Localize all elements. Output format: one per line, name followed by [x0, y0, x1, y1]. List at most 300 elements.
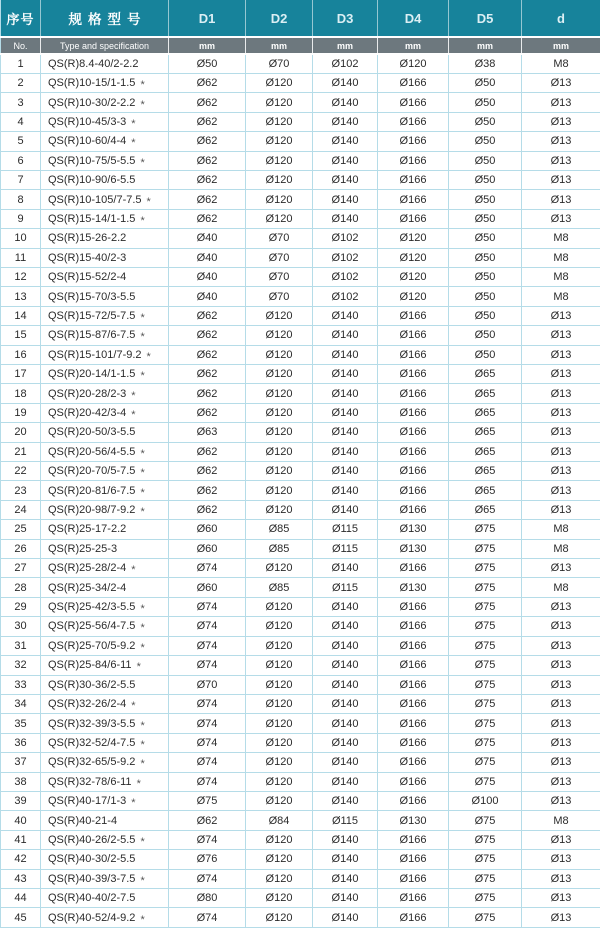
table-row [1, 267, 600, 286]
cell-no: 13 [1, 287, 41, 306]
cell-d3: Ø140 [313, 772, 378, 791]
cell-d3: Ø140 [313, 384, 378, 403]
cell-d2: Ø120 [246, 636, 313, 655]
table-row [1, 908, 600, 927]
table-row [1, 520, 600, 539]
cell-d1: Ø62 [169, 811, 246, 830]
model-text: QS(R)10-105/7-7.5 [48, 193, 142, 206]
table-row [1, 112, 600, 131]
cell-d4: Ø166 [378, 772, 449, 791]
cell-d4: Ø120 [378, 267, 449, 286]
cell-no: 9 [1, 209, 41, 228]
cell-d3: Ø115 [313, 539, 378, 558]
table-row [1, 656, 600, 675]
cell-d5: Ø75 [449, 869, 522, 888]
cell-model: QS(R)40-39/3-7.5 * [41, 869, 169, 888]
table-row [1, 675, 600, 694]
cell-no: 6 [1, 151, 41, 170]
table-row [1, 209, 600, 228]
cell-d1: Ø40 [169, 267, 246, 286]
cell-d5: Ø50 [449, 73, 522, 92]
cell-d4: Ø120 [378, 287, 449, 306]
cell-d1: Ø74 [169, 714, 246, 733]
cell-d5: Ø65 [449, 365, 522, 384]
cell-no: 25 [1, 520, 41, 539]
cell-d1: Ø62 [169, 73, 246, 92]
header-row-main [1, 0, 600, 37]
cell-no: 39 [1, 791, 41, 810]
model-text: QS(R)15-40/2-3 [48, 251, 127, 264]
table-row [1, 132, 600, 151]
cell-d3: Ø102 [313, 54, 378, 73]
cell-d1: Ø75 [169, 791, 246, 810]
cell-d4: Ø166 [378, 365, 449, 384]
cell-d5: Ø75 [449, 597, 522, 616]
cell-d1: Ø74 [169, 617, 246, 636]
table-row [1, 365, 600, 384]
cell-d4: Ø166 [378, 656, 449, 675]
cell-d4: Ø130 [378, 539, 449, 558]
cell-d: Ø13 [522, 733, 600, 752]
cell-d2: Ø85 [246, 520, 313, 539]
model-text: QS(R)40-30/2-5.5 [48, 853, 136, 866]
cell-d3: Ø140 [313, 791, 378, 810]
table-row [1, 345, 600, 364]
column-subheader-d4: mm [378, 37, 449, 54]
cell-d: Ø13 [522, 209, 600, 228]
cell-d3: Ø115 [313, 520, 378, 539]
cell-d4: Ø130 [378, 520, 449, 539]
cell-d1: Ø40 [169, 248, 246, 267]
model-text: QS(R)15-87/6-7.5 [48, 329, 136, 342]
cell-d2: Ø120 [246, 423, 313, 442]
cell-d3: Ø140 [313, 209, 378, 228]
cell-d3: Ø140 [313, 481, 378, 500]
cell-no: 3 [1, 93, 41, 112]
cell-no: 27 [1, 559, 41, 578]
cell-no: 17 [1, 365, 41, 384]
column-subheader-d3: mm [313, 37, 378, 54]
cell-d1: Ø62 [169, 112, 246, 131]
cell-no: 30 [1, 617, 41, 636]
model-text: QS(R)10-15/1-1.5 [48, 77, 136, 90]
table-row [1, 190, 600, 209]
model-text: QS(R)15-70/3-5.5 [48, 290, 136, 303]
cell-d5: Ø75 [449, 520, 522, 539]
table-row [1, 694, 600, 713]
cell-d5: Ø75 [449, 908, 522, 927]
cell-model [41, 850, 169, 869]
cell-d4: Ø166 [378, 190, 449, 209]
cell-d1: Ø62 [169, 170, 246, 189]
cell-model: QS(R)20-14/1-1.5 * [41, 365, 169, 384]
cell-d3: Ø140 [313, 753, 378, 772]
column-header-model: 规格型号 [41, 0, 169, 37]
column-subheader-d5: mm [449, 37, 522, 54]
cell-d1: Ø76 [169, 850, 246, 869]
cell-d5: Ø50 [449, 93, 522, 112]
cell-d4: Ø166 [378, 694, 449, 713]
cell-no: 14 [1, 306, 41, 325]
cell-d: Ø13 [522, 675, 600, 694]
cell-d1: Ø74 [169, 559, 246, 578]
model-text: QS(R)15-14/1-1.5 [48, 212, 136, 225]
cell-model [41, 423, 169, 442]
cell-d2: Ø120 [246, 733, 313, 752]
cell-model: QS(R)25-70/5-9.2 * [41, 636, 169, 655]
cell-d5: Ø50 [449, 306, 522, 325]
cell-d2: Ø120 [246, 403, 313, 422]
cell-no: 8 [1, 190, 41, 209]
cell-model: QS(R)20-81/6-7.5 * [41, 481, 169, 500]
cell-model: QS(R)20-42/3-4 * [41, 403, 169, 422]
cell-d: M8 [522, 578, 600, 597]
cell-d5: Ø75 [449, 578, 522, 597]
cell-d1: Ø60 [169, 578, 246, 597]
cell-d2: Ø70 [246, 229, 313, 248]
cell-d2: Ø120 [246, 869, 313, 888]
cell-d4: Ø120 [378, 229, 449, 248]
model-text: QS(R)10-75/5-5.5 [48, 154, 136, 167]
cell-d1: Ø40 [169, 229, 246, 248]
cell-d2: Ø120 [246, 772, 313, 791]
cell-d4: Ø166 [378, 733, 449, 752]
cell-d: Ø13 [522, 714, 600, 733]
cell-no: 35 [1, 714, 41, 733]
model-text: QS(R)15-52/2-4 [48, 271, 127, 284]
cell-d: Ø13 [522, 694, 600, 713]
cell-d3: Ø140 [313, 559, 378, 578]
cell-model [41, 170, 169, 189]
cell-d3: Ø140 [313, 462, 378, 481]
cell-model [41, 888, 169, 907]
cell-d5: Ø75 [449, 539, 522, 558]
cell-no: 26 [1, 539, 41, 558]
cell-d1: Ø70 [169, 675, 246, 694]
cell-d2: Ø70 [246, 287, 313, 306]
cell-d5: Ø50 [449, 248, 522, 267]
cell-no: 15 [1, 326, 41, 345]
cell-d2: Ø120 [246, 559, 313, 578]
cell-d3: Ø140 [313, 442, 378, 461]
table-row [1, 539, 600, 558]
cell-d4: Ø166 [378, 850, 449, 869]
cell-d4: Ø120 [378, 54, 449, 73]
cell-d: M8 [522, 811, 600, 830]
cell-d3: Ø140 [313, 93, 378, 112]
cell-model: QS(R)10-30/2-2.2 * [41, 93, 169, 112]
cell-d5: Ø75 [449, 675, 522, 694]
cell-d5: Ø75 [449, 656, 522, 675]
model-text: QS(R)40-40/2-7.5 [48, 892, 136, 905]
cell-d4: Ø166 [378, 132, 449, 151]
cell-model [41, 675, 169, 694]
cell-d2: Ø120 [246, 345, 313, 364]
cell-d: M8 [522, 267, 600, 286]
cell-d: Ø13 [522, 908, 600, 927]
model-text: QS(R)25-56/4-7.5 [48, 620, 136, 633]
cell-d: Ø13 [522, 559, 600, 578]
cell-d4: Ø166 [378, 326, 449, 345]
cell-d4: Ø166 [378, 151, 449, 170]
cell-d4: Ø166 [378, 675, 449, 694]
cell-d1: Ø62 [169, 93, 246, 112]
cell-d3: Ø140 [313, 345, 378, 364]
cell-d3: Ø140 [313, 617, 378, 636]
cell-d5: Ø75 [449, 733, 522, 752]
cell-d2: Ø120 [246, 888, 313, 907]
cell-d: Ø13 [522, 772, 600, 791]
table-row [1, 791, 600, 810]
column-header-d: d [522, 0, 600, 37]
cell-model: QS(R)20-70/5-7.5 * [41, 462, 169, 481]
table-row [1, 151, 600, 170]
cell-d: Ø13 [522, 365, 600, 384]
table-row [1, 597, 600, 616]
cell-d1: Ø62 [169, 132, 246, 151]
cell-d2: Ø120 [246, 306, 313, 325]
cell-no: 24 [1, 500, 41, 519]
cell-d1: Ø62 [169, 442, 246, 461]
cell-d4: Ø166 [378, 423, 449, 442]
cell-d: M8 [522, 287, 600, 306]
cell-d5: Ø75 [449, 830, 522, 849]
cell-model [41, 578, 169, 597]
cell-d2: Ø70 [246, 54, 313, 73]
cell-model: QS(R)25-56/4-7.5 * [41, 617, 169, 636]
cell-model [41, 229, 169, 248]
cell-d3: Ø140 [313, 850, 378, 869]
cell-no: 37 [1, 753, 41, 772]
cell-d1: Ø62 [169, 345, 246, 364]
cell-d4: Ø166 [378, 112, 449, 131]
cell-model: QS(R)25-28/2-4 * [41, 559, 169, 578]
cell-d2: Ø120 [246, 617, 313, 636]
cell-d3: Ø102 [313, 267, 378, 286]
cell-d1: Ø74 [169, 908, 246, 927]
column-subheader-d: mm [522, 37, 600, 54]
model-text: QS(R)40-21-4 [48, 814, 118, 827]
cell-d4: Ø166 [378, 73, 449, 92]
cell-d2: Ø120 [246, 132, 313, 151]
cell-d2: Ø85 [246, 539, 313, 558]
column-subheader-d2: mm [246, 37, 313, 54]
cell-d1: Ø62 [169, 190, 246, 209]
cell-d5: Ø65 [449, 384, 522, 403]
table-row [1, 500, 600, 519]
cell-d1: Ø74 [169, 694, 246, 713]
model-text: QS(R)25-17-2.2 [48, 523, 127, 536]
model-text: QS(R)40-26/2-5.5 [48, 833, 136, 846]
cell-no: 7 [1, 170, 41, 189]
cell-d5: Ø50 [449, 345, 522, 364]
cell-no: 5 [1, 132, 41, 151]
table-row [1, 617, 600, 636]
cell-d1: Ø62 [169, 403, 246, 422]
cell-d1: Ø63 [169, 423, 246, 442]
cell-d2: Ø120 [246, 830, 313, 849]
cell-model [41, 267, 169, 286]
cell-d3: Ø140 [313, 597, 378, 616]
cell-d2: Ø120 [246, 908, 313, 927]
cell-d: Ø13 [522, 753, 600, 772]
cell-d5: Ø65 [449, 403, 522, 422]
cell-d3: Ø102 [313, 229, 378, 248]
cell-d: Ø13 [522, 597, 600, 616]
cell-d1: Ø62 [169, 151, 246, 170]
cell-d4: Ø166 [378, 306, 449, 325]
cell-d4: Ø166 [378, 869, 449, 888]
cell-no: 12 [1, 267, 41, 286]
cell-d: Ø13 [522, 617, 600, 636]
cell-d1: Ø50 [169, 54, 246, 73]
cell-d2: Ø120 [246, 850, 313, 869]
cell-no: 18 [1, 384, 41, 403]
table-row [1, 403, 600, 422]
cell-d2: Ø120 [246, 326, 313, 345]
cell-d5: Ø75 [449, 617, 522, 636]
cell-model: QS(R)20-56/4-5.5 * [41, 442, 169, 461]
cell-d2: Ø120 [246, 365, 313, 384]
table-row [1, 423, 600, 442]
cell-d5: Ø50 [449, 267, 522, 286]
cell-d1: Ø74 [169, 772, 246, 791]
cell-d: Ø13 [522, 656, 600, 675]
cell-d2: Ø120 [246, 500, 313, 519]
cell-model: QS(R)10-75/5-5.5 * [41, 151, 169, 170]
table-row [1, 248, 600, 267]
cell-no: 10 [1, 229, 41, 248]
cell-d5: Ø65 [449, 462, 522, 481]
cell-d5: Ø38 [449, 54, 522, 73]
model-text: QS(R)15-26-2.2 [48, 232, 127, 245]
table-row [1, 811, 600, 830]
cell-d1: Ø74 [169, 656, 246, 675]
cell-d: Ø13 [522, 93, 600, 112]
cell-d2: Ø120 [246, 675, 313, 694]
column-subheader-no: No. [1, 37, 41, 54]
column-header-d1: D1 [169, 0, 246, 37]
cell-d3: Ø115 [313, 811, 378, 830]
cell-d3: Ø140 [313, 132, 378, 151]
cell-d5: Ø50 [449, 151, 522, 170]
cell-d1: Ø60 [169, 520, 246, 539]
cell-d4: Ø130 [378, 811, 449, 830]
model-text: QS(R)10-30/2-2.2 [48, 96, 136, 109]
table-row [1, 326, 600, 345]
model-text: QS(R)25-70/5-9.2 [48, 639, 136, 652]
cell-d3: Ø140 [313, 326, 378, 345]
cell-d2: Ø120 [246, 656, 313, 675]
cell-d2: Ø120 [246, 73, 313, 92]
table-header [1, 0, 600, 54]
cell-no: 16 [1, 345, 41, 364]
cell-d4: Ø130 [378, 578, 449, 597]
cell-model: QS(R)25-42/3-5.5 * [41, 597, 169, 616]
model-text: QS(R)20-56/4-5.5 [48, 445, 136, 458]
cell-d2: Ø70 [246, 267, 313, 286]
cell-d3: Ø140 [313, 112, 378, 131]
cell-d5: Ø75 [449, 559, 522, 578]
cell-d3: Ø102 [313, 287, 378, 306]
model-text: QS(R)32-26/2-4 [48, 698, 127, 711]
model-text: QS(R)25-42/3-5.5 [48, 601, 136, 614]
cell-no: 44 [1, 888, 41, 907]
model-text: QS(R)20-14/1-1.5 [48, 368, 136, 381]
cell-d4: Ø166 [378, 462, 449, 481]
table-row [1, 93, 600, 112]
cell-d1: Ø74 [169, 597, 246, 616]
cell-model: QS(R)32-52/4-7.5 * [41, 733, 169, 752]
cell-d4: Ø166 [378, 714, 449, 733]
cell-d: Ø13 [522, 442, 600, 461]
cell-d3: Ø140 [313, 656, 378, 675]
model-text: QS(R)15-72/5-7.5 [48, 309, 136, 322]
cell-d5: Ø50 [449, 112, 522, 131]
model-text: QS(R)10-60/4-4 [48, 135, 127, 148]
cell-model: QS(R)20-28/2-3 * [41, 384, 169, 403]
cell-d5: Ø50 [449, 326, 522, 345]
cell-no: 36 [1, 733, 41, 752]
model-text: QS(R)8.4-40/2-2.2 [48, 57, 139, 70]
table-row [1, 170, 600, 189]
cell-d4: Ø120 [378, 248, 449, 267]
cell-d3: Ø140 [313, 365, 378, 384]
cell-d4: Ø166 [378, 442, 449, 461]
cell-no: 32 [1, 656, 41, 675]
cell-model: QS(R)32-26/2-4 * [41, 694, 169, 713]
model-text: QS(R)20-28/2-3 [48, 387, 127, 400]
cell-d: Ø13 [522, 151, 600, 170]
cell-d5: Ø65 [449, 481, 522, 500]
cell-d3: Ø140 [313, 869, 378, 888]
cell-d5: Ø75 [449, 811, 522, 830]
cell-d: Ø13 [522, 462, 600, 481]
cell-model: QS(R)10-105/7-7.5 * [41, 190, 169, 209]
cell-d3: Ø102 [313, 248, 378, 267]
cell-no: 34 [1, 694, 41, 713]
cell-d1: Ø62 [169, 500, 246, 519]
cell-d: M8 [522, 520, 600, 539]
model-text: QS(R)40-17/1-3 [48, 795, 127, 808]
cell-model: QS(R)40-17/1-3 * [41, 791, 169, 810]
cell-d: Ø13 [522, 830, 600, 849]
cell-d: Ø13 [522, 73, 600, 92]
cell-model [41, 248, 169, 267]
table-row [1, 578, 600, 597]
cell-d2: Ø120 [246, 694, 313, 713]
cell-d5: Ø50 [449, 132, 522, 151]
cell-d: Ø13 [522, 481, 600, 500]
cell-d5: Ø75 [449, 753, 522, 772]
model-text: QS(R)32-78/6-11 [48, 775, 132, 788]
cell-model: QS(R)40-26/2-5.5 * [41, 830, 169, 849]
cell-d: M8 [522, 539, 600, 558]
model-text: QS(R)20-50/3-5.5 [48, 426, 136, 439]
cell-d: Ø13 [522, 345, 600, 364]
cell-d3: Ø140 [313, 636, 378, 655]
cell-d5: Ø50 [449, 287, 522, 306]
model-text: QS(R)10-45/3-3 [48, 115, 127, 128]
cell-no: 38 [1, 772, 41, 791]
cell-d3: Ø140 [313, 733, 378, 752]
cell-model: QS(R)10-45/3-3 * [41, 112, 169, 131]
cell-d: Ø13 [522, 170, 600, 189]
cell-d4: Ø166 [378, 791, 449, 810]
column-header-d5: D5 [449, 0, 522, 37]
cell-model [41, 811, 169, 830]
cell-d5: Ø65 [449, 500, 522, 519]
